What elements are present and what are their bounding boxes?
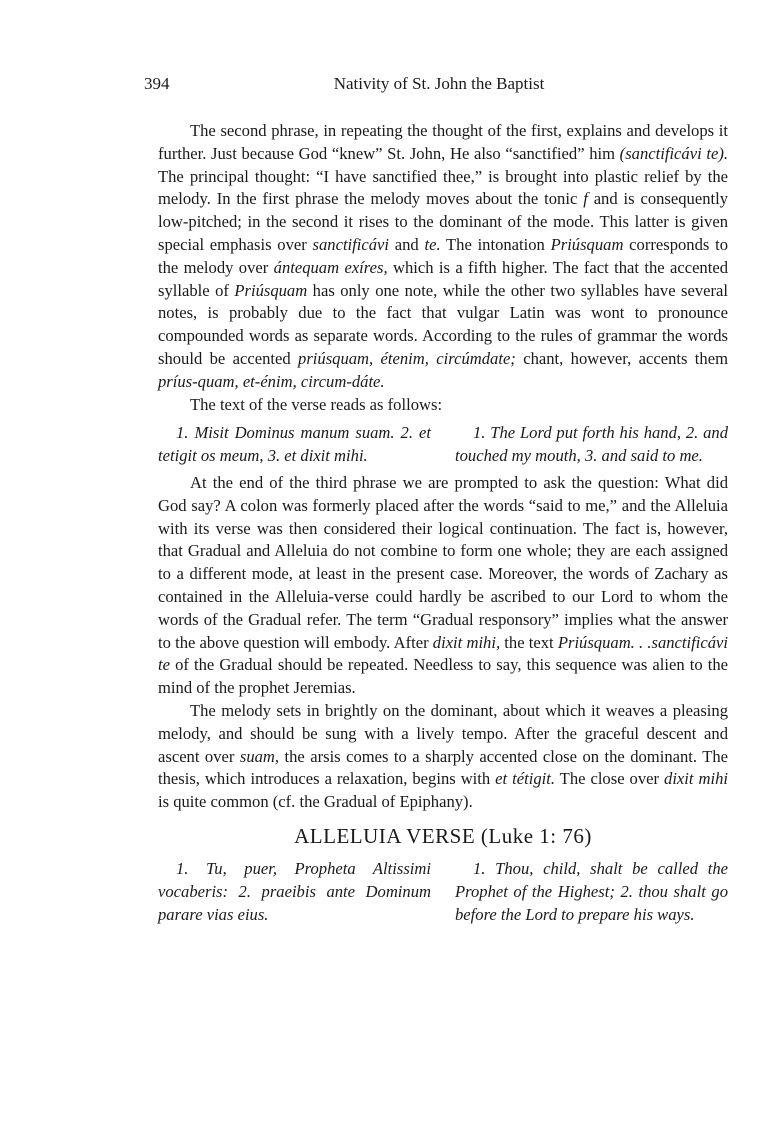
body-text [158,120,728,930]
verse-english: 1. The Lord put forth his hand, 2. and touched my mouth, 3. and said to me. [455,423,728,466]
paragraph-second-phrase: The second phrase, in repeating the thought of the first, explains and develops it further. Just because God “knew” St. John, He also “sanctified” him (sanctificávi te). The principal thought: “I have sanctified thee,” is brought into plastic relief by the melody. In the first phrase the melody moves about the tonic f and is consequently low-pitched; in the second it rises to the dominant of the mode. This latter is given special emphasis over sanctificávi and te. The intonation Priúsquam corresponds to the melody over ántequam exíres, which is a fifth higher. The fact that the accented syllable of Priúsquam has only one note, while the other two syllables have several notes, is probably due to the fact that vulgar Latin was wont to pronounce compounded words as separate words. According to the rules of grammar the words should be accented priúsquam, étenim, circúmdate; chant, however, accents them príus-quam, et-énim, circum-dáte. [158,121,729,391]
running-title: Nativity of St. John the Baptist [333,74,545,93]
paragraph-melody: The melody sets in brightly on the dominant, about which it weaves a pleasing melody, and should be sung with a lively tempo. After the graceful descent and ascent over suam, the arsis comes to a sharply accented close on the dominant. The thesis, which introduces a relaxation, begins with et tétigit. The close over dixit mihi is quite common (cf. the Gradual of Epiphany). [158,700,728,812]
running-head [144,74,734,96]
verse-translation-columns [158,422,728,468]
paragraph-verse-intro: The text of the verse reads as follows: [190,394,443,414]
alleluia-translation-columns [158,858,728,926]
page-number: 394 [144,74,170,93]
verse-latin: 1. Misit Dominus manum suam. 2. et tetigit os meum, 3. et dixit mihi. [158,423,431,466]
paragraph-third-phrase: At the end of the third phrase we are prompted to ask the question: What did God say? A colon was formerly placed after the words “said to me,” and the Alleluia with its verse was then considered their logical continuation. The fact is, however, that Gradual and Alleluia do not combine to form one whole; they are each assigned to a different mode, at least in the present case. Moreover, the words of Zachary as contained in the Alleluia-verse could hardly be ascribed to our Lord to whom the words of the Gradual refer. The term “Gradual responsory” implies what the answer to the above question will embody. After dixit mihi, the text Priúsquam. . .sanctificávi te of the Gradual should be repeated. Needless to say, this sequence was alien to the mind of the prophet Jeremias. [158,472,728,698]
alleluia-english: 1. Thou, child, shalt be called the Prophet of the Highest; 2. thou shalt go before the Lord to prepare his ways. [455,858,728,924]
section-heading: ALLELUIA VERSE (Luke 1: 76) [294,823,592,848]
alleluia-latin: 1. Tu, puer, Propheta Altissimi vocaberis: 2. praeibis ante Dominum parare vias eius. [158,858,431,924]
